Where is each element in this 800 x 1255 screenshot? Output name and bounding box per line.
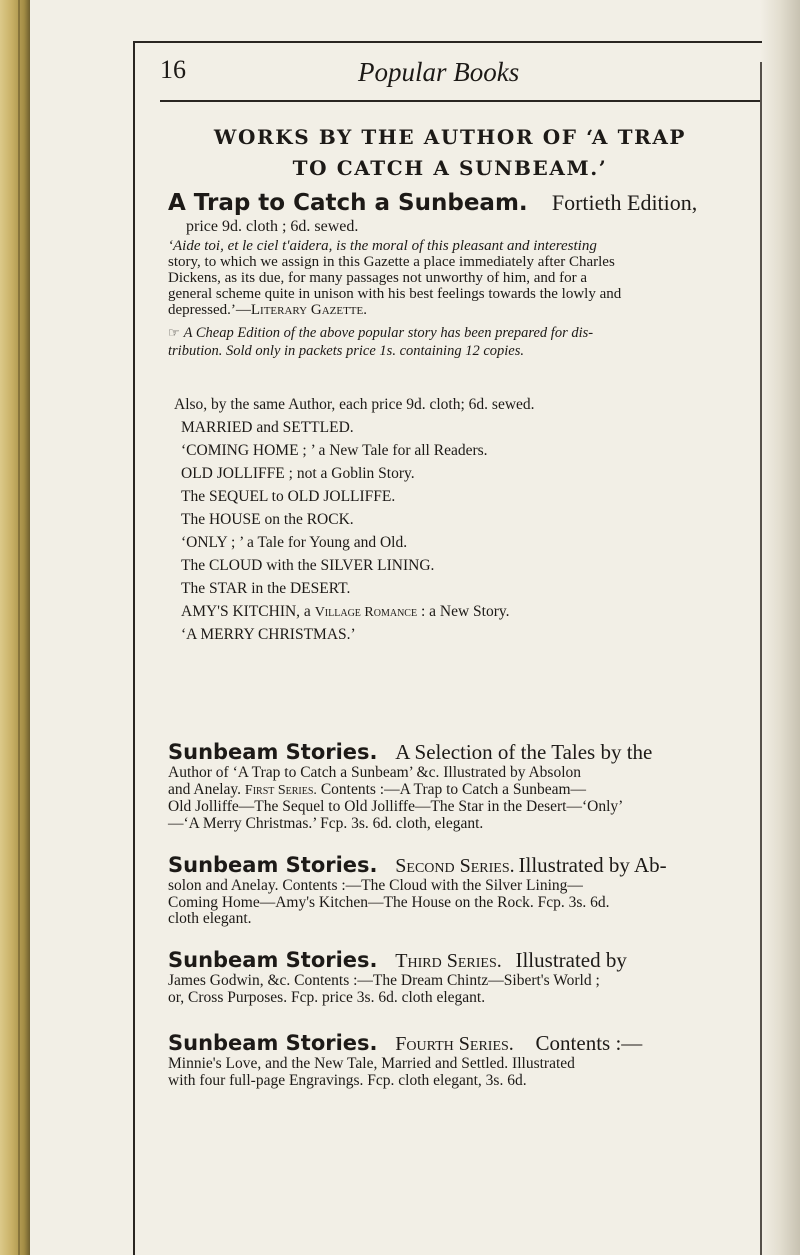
review-source: Literary Gazette. xyxy=(250,302,367,318)
series-line: James Godwin, &c. Contents :—The Dream Chintz—Sibert's World ; xyxy=(168,972,600,989)
review-line: Dickens, as its due, for many passages not unworthy of him, and for a xyxy=(168,270,588,286)
series-line: Author of ‘A Trap to Catch a Sunbeam’ &c. Illustrated by Absolon xyxy=(168,764,581,781)
series-entry-second xyxy=(168,853,756,928)
list-item-text: AMY'S KITCHIN, a xyxy=(181,603,315,620)
main-work-edition: Fortieth Edition, xyxy=(551,190,698,215)
series-line: Coming Home—Amy's Kitchen—The House on the Rock. Fcp. 3s. 6d. xyxy=(168,893,610,911)
section-heading-line-1: WORKS BY THE AUTHOR OF ‘A TRAP xyxy=(213,125,687,149)
series-label: Fourth Series. xyxy=(395,1033,514,1055)
main-work-title: A Trap to Catch a Sunbeam. xyxy=(168,190,528,216)
main-work-price: price 9d. cloth ; 6d. sewed. xyxy=(186,218,359,235)
series-entry-first xyxy=(168,740,756,832)
list-item: ‘A MERRY CHRISTMAS.’ xyxy=(181,626,356,643)
also-intro: Also, by the same Author, each price 9d. cloth; 6d. sewed. xyxy=(174,396,535,413)
page-edge-shadow xyxy=(760,0,800,1255)
review-line: general scheme quite in unison with his best feelings towards the lowly and xyxy=(168,286,622,302)
series-line: Minnie's Love, and the New Tale, Married and Settled. Illustrated xyxy=(168,1055,575,1072)
series-description: Illustrated by Ab- xyxy=(518,853,667,877)
section-heading xyxy=(130,122,770,184)
series-label: Second Series. xyxy=(395,855,515,877)
review-line: story, to which we assign in this Gazette a place immediately after Charles xyxy=(168,254,615,270)
section-heading-line-2: TO CATCH A SUNBEAM.’ xyxy=(292,156,608,180)
review-line: ‘Aide toi, et le ciel t'aidera, is the moral of this pleasant and interesting xyxy=(168,238,597,254)
series-entry-fourth xyxy=(168,1031,756,1089)
cheap-edition-line: A Cheap Edition of the above popular story has been prepared for dis- xyxy=(183,325,594,341)
also-list xyxy=(168,393,756,646)
review-line: depressed.’— xyxy=(168,302,251,318)
list-item: The HOUSE on the ROCK. xyxy=(181,511,354,528)
series-description: Illustrated by xyxy=(515,948,627,972)
list-item: ‘ONLY ; ’ a Tale for Young and Old. xyxy=(181,534,408,551)
spine-crease xyxy=(18,0,20,1255)
series-line: and Anelay. xyxy=(168,780,242,798)
main-work-entry xyxy=(168,191,756,236)
series-description: A Selection of the Tales by the xyxy=(395,740,653,764)
list-item: MARRIED and SETTLED. xyxy=(181,419,354,436)
series-line: cloth elegant. xyxy=(168,910,252,927)
list-item-text: : a New Story. xyxy=(417,603,510,620)
series-title: Sunbeam Stories. xyxy=(168,853,378,877)
frame-rule-top xyxy=(133,41,762,43)
series-title: Sunbeam Stories. xyxy=(168,948,378,972)
list-item-label: Village Romance xyxy=(314,605,418,620)
list-item: OLD JOLLIFFE ; not a Goblin Story. xyxy=(181,465,415,482)
series-line: Old Jolliffe—The Sequel to Old Jolliffe—The Star in the Desert—‘Only’ xyxy=(168,798,624,815)
running-head-rule xyxy=(160,100,760,102)
running-title: Popular Books xyxy=(358,57,520,87)
list-item xyxy=(181,600,756,623)
running-head xyxy=(160,55,760,105)
book-spine-edge xyxy=(0,0,30,1255)
frame-rule-left xyxy=(133,41,135,1255)
series-line: Contents :—A Trap to Catch a Sunbeam— xyxy=(320,780,587,798)
series-line: solon and Anelay. Contents :—The Cloud with the Silver Lining— xyxy=(168,877,583,894)
series-entry-third xyxy=(168,948,756,1006)
review-quote xyxy=(168,238,756,318)
series-line: —‘A Merry Christmas.’ Fcp. 3s. 6d. cloth, elegant. xyxy=(168,814,484,832)
series-description: Contents :— xyxy=(535,1031,643,1055)
page-number: 16 xyxy=(160,55,186,84)
series-line: or, Cross Purposes. Fcp. price 3s. 6d. cloth elegant. xyxy=(168,988,486,1006)
list-item: The SEQUEL to OLD JOLLIFFE. xyxy=(181,488,396,505)
list-item: ‘COMING HOME ; ’ a New Tale for all Readers. xyxy=(181,442,488,459)
frame-rule-right xyxy=(760,62,762,1255)
list-item: The CLOUD with the SILVER LINING. xyxy=(181,557,435,574)
cheap-edition-note xyxy=(168,324,756,360)
list-item: The STAR in the DESERT. xyxy=(181,580,351,597)
series-label: First Series. xyxy=(244,782,317,798)
series-label: Third Series. xyxy=(395,950,502,972)
cheap-edition-line: tribution. Sold only in packets price 1s. containing 12 copies. xyxy=(168,343,525,359)
series-line: with four full-page Engravings. Fcp. cloth elegant, 3s. 6d. xyxy=(168,1071,527,1089)
series-title: Sunbeam Stories. xyxy=(168,740,378,764)
pointing-hand-icon: ☞ xyxy=(168,325,180,340)
series-title: Sunbeam Stories. xyxy=(168,1031,378,1055)
